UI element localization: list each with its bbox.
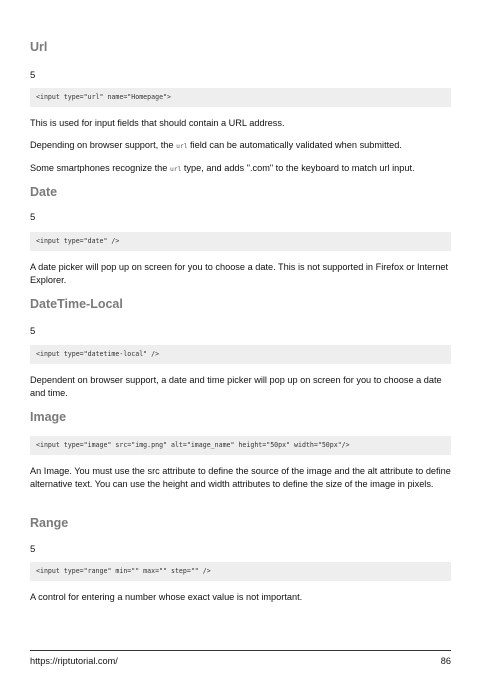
inline-code: url [176, 143, 188, 150]
paragraph-text: Depending on browser support, the [30, 140, 177, 150]
footer-divider [30, 650, 451, 651]
section-heading-image: Image [30, 410, 67, 424]
version-number: 5 [30, 326, 36, 337]
page-number: 86 [440, 656, 451, 666]
section-heading-datetime-local: DateTime-Local [30, 297, 123, 311]
paragraph [30, 162, 451, 176]
paragraph: A date picker will pop up on screen for you to choose a date. This is not supported in Firefox or Internet Explorer. [30, 262, 449, 285]
paragraph-text: field can be automatically validated when submitted. [187, 140, 402, 150]
paragraph: An Image. You must use the src attribute to define the source of the image and the alt attribute to define alternative text. You can use the height and width attributes to define the size of the image in pixels. [30, 466, 451, 489]
paragraph-text: Some smartphones recognize the [30, 163, 170, 173]
code-block: <input type="url" name="Homepage"> [30, 88, 451, 107]
section-heading-date: Date [30, 185, 58, 199]
code-block: <input type="range" min="" max="" step="" /> [30, 562, 451, 581]
version-number: 5 [30, 544, 36, 555]
paragraph: This is used for input fields that should contain a URL address. [30, 118, 285, 128]
paragraph: A control for entering a number whose exact value is not important. [30, 592, 303, 602]
section-heading-range: Range [30, 516, 69, 530]
version-number: 5 [30, 212, 36, 223]
paragraph-text: type, and adds ".com" to the keyboard to match url input. [181, 163, 415, 173]
code-block: <input type="date" /> [30, 232, 451, 251]
inline-code: url [169, 166, 182, 173]
paragraph [30, 139, 451, 153]
paragraph: Dependent on browser support, a date and time picker will pop up on screen for you to choose a date and time. [30, 375, 442, 398]
version-number: 5 [30, 70, 36, 81]
section-heading-url: Url [30, 40, 48, 54]
footer-url: https://riptutorial.com/ [30, 656, 118, 666]
code-block: <input type="image" src="img.png" alt="image_name" height="50px" width="50px"/> [30, 436, 451, 455]
code-block: <input type="datetime-local" /> [30, 345, 451, 364]
